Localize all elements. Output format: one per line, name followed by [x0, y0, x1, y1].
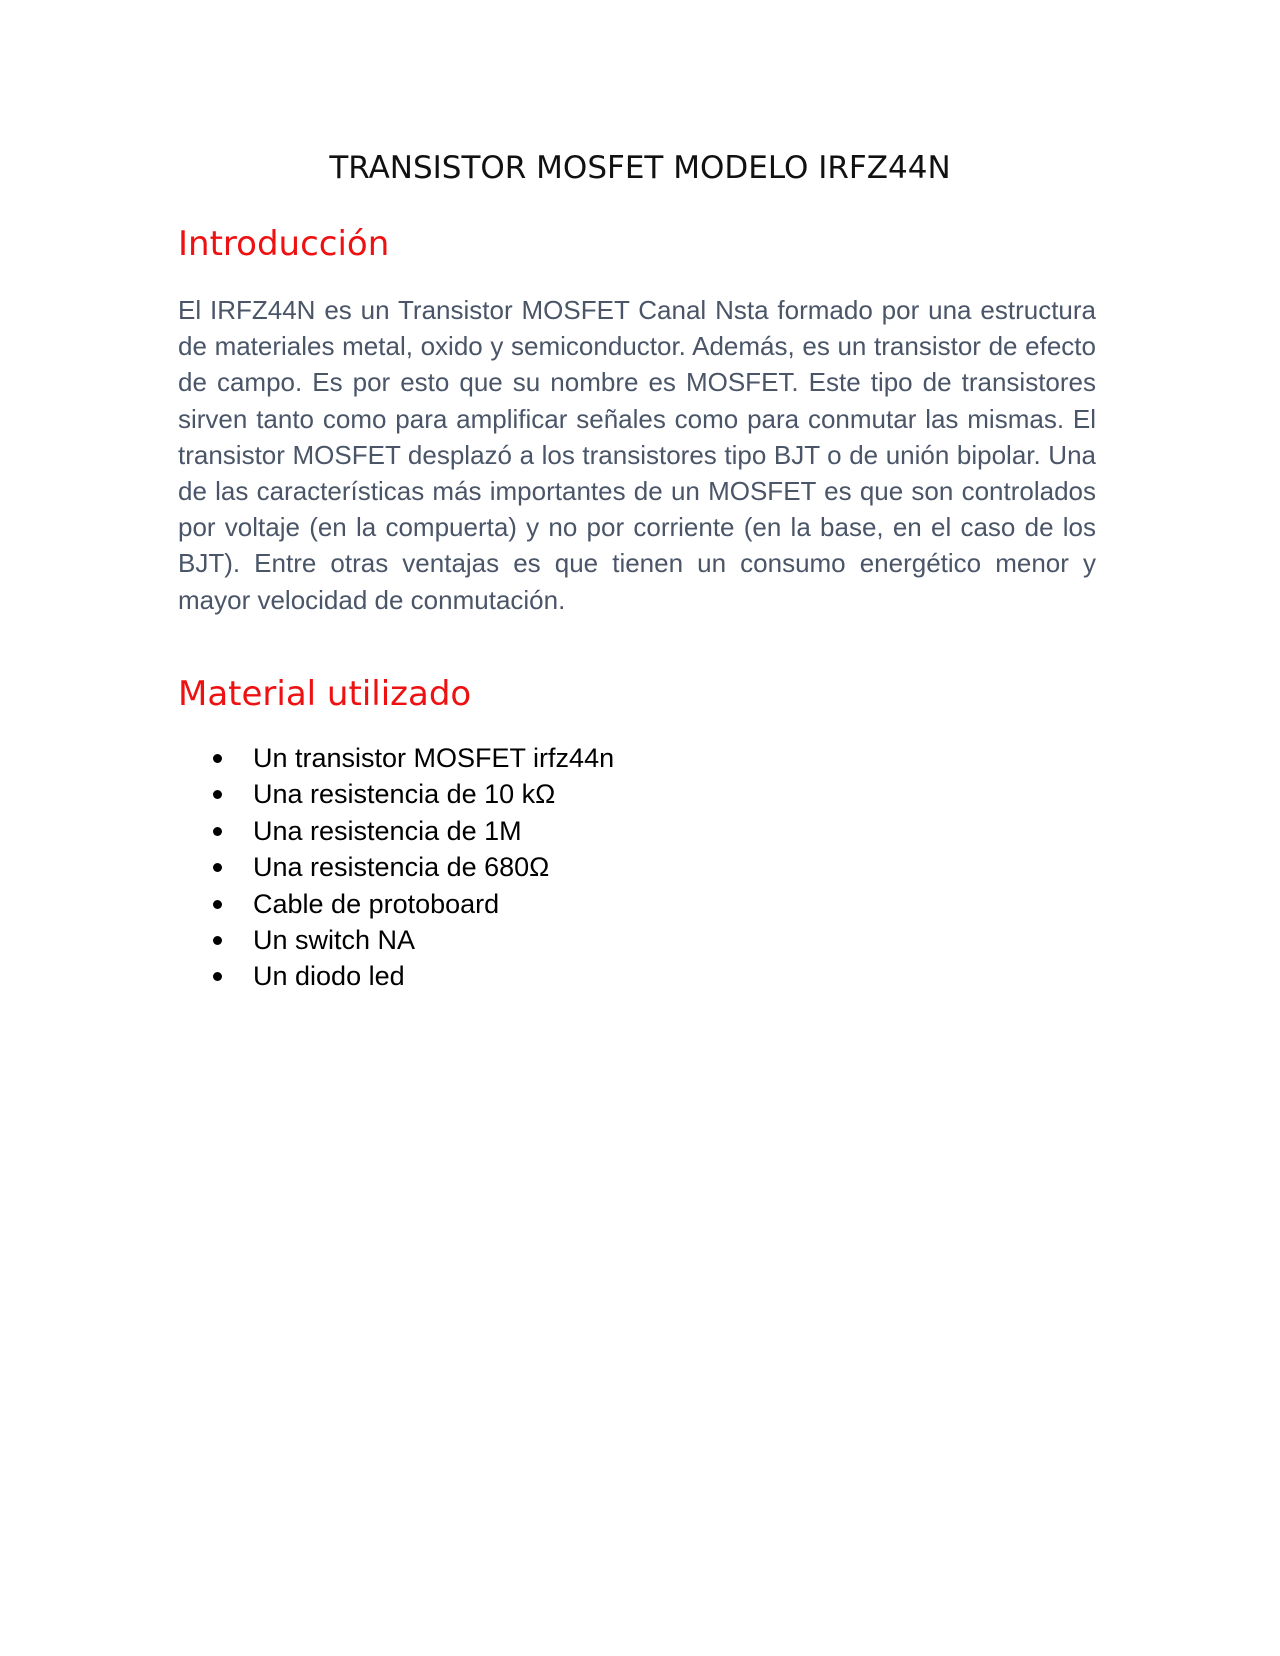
- list-item: [178, 886, 614, 922]
- materials-list: [178, 740, 614, 995]
- list-item: [178, 813, 614, 849]
- list-item: [178, 740, 614, 776]
- list-item-text: Una resistencia de 10 kΩ: [253, 779, 556, 810]
- bullet-icon: [213, 827, 222, 836]
- list-item-text: Un diodo led: [253, 961, 405, 992]
- bullet-icon: [213, 863, 222, 872]
- document-title: TRANSISTOR MOSFET MODELO IRFZ44N: [329, 150, 951, 186]
- list-item: [178, 958, 614, 994]
- list-item: [178, 922, 614, 958]
- list-item-text: Cable de protoboard: [253, 888, 500, 919]
- list-item-text: Un transistor MOSFET irfz44n: [253, 743, 615, 773]
- list-item: [178, 849, 614, 885]
- list-item: [178, 776, 614, 812]
- list-item-text: Una resistencia de 1M: [253, 815, 522, 846]
- list-item-text: Un switch NA: [253, 924, 416, 955]
- bullet-icon: [213, 790, 222, 799]
- bullet-icon: [213, 972, 222, 981]
- introduction-heading: Introducción: [178, 224, 390, 264]
- materials-heading: Material utilizado: [178, 674, 472, 714]
- introduction-paragraph: El IRFZ44N es un Transistor MOSFET Canal Nsta formado por una estructura de materiales metal, oxido y semiconductor. Además, es un transistor de efecto de campo. Es por esto que su nombre es MOSFET. Este tipo de transistores sirven tanto como para amplificar señales como para conmutar las mismas. El transistor MOSFET desplazó a los transistores tipo BJT o de unión bipolar. Una de las características más importantes de un MOSFET es que son controlados por voltaje (en la compuerta) y no por corriente (en la base, en el caso de los BJT). Entre otras ventajas es que tienen un consumo energético menor y mayor velocidad de conmutación.: [178, 295, 1096, 615]
- bullet-icon: [213, 936, 222, 945]
- list-item-text: Una resistencia de 680Ω: [253, 852, 550, 883]
- bullet-icon: [213, 900, 222, 909]
- bullet-icon: [213, 754, 222, 763]
